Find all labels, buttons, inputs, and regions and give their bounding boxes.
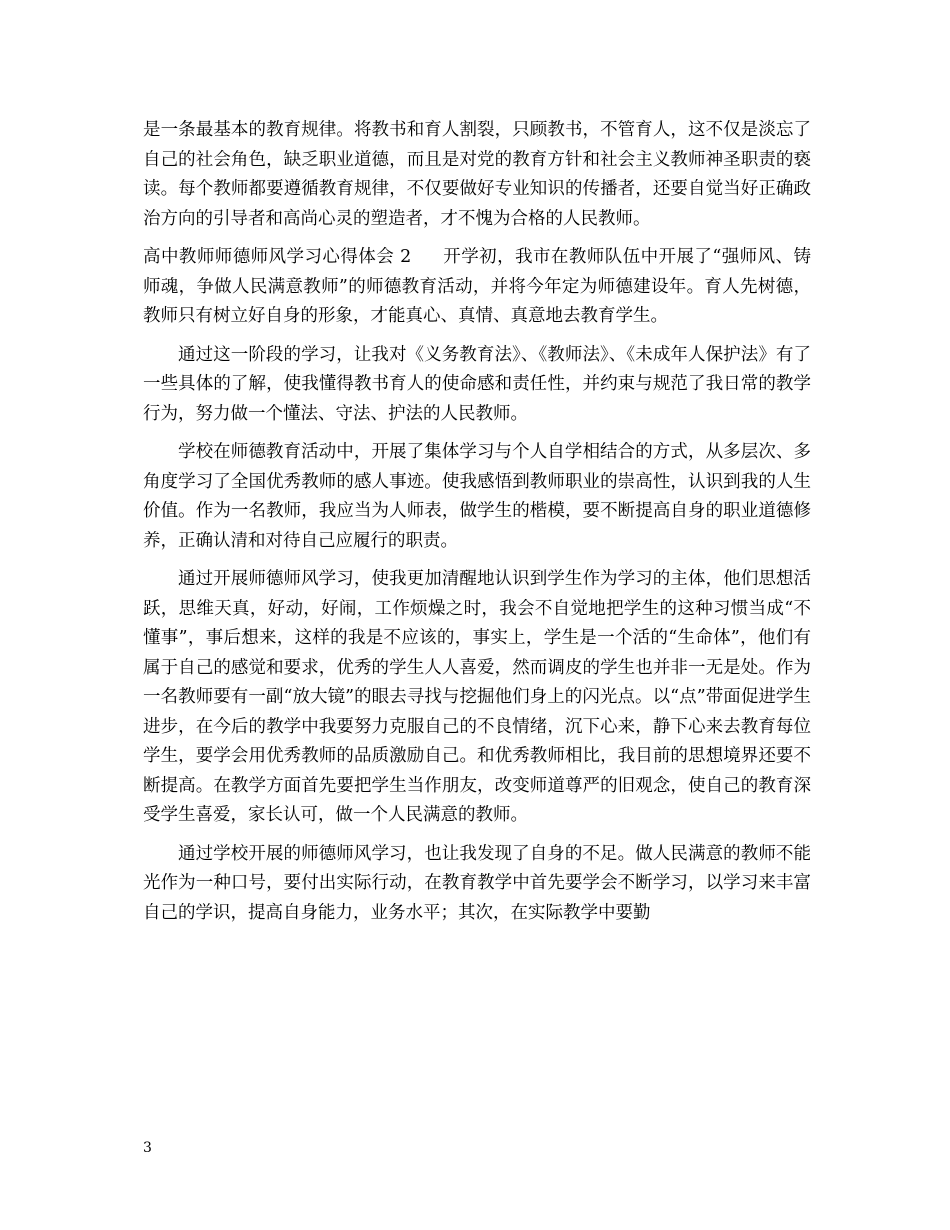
paragraph-student-view: 通过开展师德师风学习，使我更加清醒地认识到学生作为学习的主体，他们思想活跃，思维天真，好动，好闹，工作烦燥之时，我会不自觉地把学生的这种习惯当成“不懂事”，事后想来，这样的我是不应该的，事实上，学生是一个活的“生命体”，他们有属于自己的感觉和要求，优秀的学生人人喜爱，然而调皮的学生也并非一无是处。作为一名教师要有一副“放大镜”的眼去寻找与挖掘他们身上的闪光点。以“点”带面促进学生进步，在今后的教学中我要努力克服自己的不良情绪，沉下心来，静下心来去教育每位学生，要学会用优秀教师的品质激励自己。和优秀教师相比，我目前的思想境界还要不断提高。在教学方面首先要把学生当作朋友，改变师道尊严的旧观念，使自己的教育深受学生喜爱，家长认可，做一个人民满意的教师。: [143, 569, 811, 825]
paragraph-shortcomings: 通过学校开展的师德师风学习，也让我发现了自身的不足。做人民满意的教师不能光作为一种口号，要付出实际行动，在教育教学中首先要学会不断学习，以学习来丰富自己的学识，提高自身能力，业务水平；其次，在实际教学中要勤: [143, 843, 811, 923]
page-number: 3: [143, 1140, 152, 1156]
section-2-text: 开学初，我市在教师队伍中开展了“强师风、铸师魂，争做人民满意教师”的师德教育活动，并将今年定为师德建设年。育人先树德，教师只有树立好自身的形象，才能真心、真情、真意地去教育学生。: [143, 247, 811, 326]
paragraph-law-study: 通过这一阶段的学习，让我对《义务教育法》、《教师法》、《未成年人保护法》有了一些具体的了解，使我懂得教书育人的使命感和责任性，并约束与规范了我日常的教学行为，努力做一个懂法、守法、护法的人民教师。: [143, 344, 811, 424]
paragraph-section-2: [143, 243, 811, 332]
paragraph-continued: 是一条最基本的教育规律。将教书和育人割裂，只顾教书，不管育人，这不仅是淡忘了自己的社会角色，缺乏职业道德，而且是对党的教育方针和社会主义教师神圣职责的亵读。每个教师都要遵循教育规律，不仅要做好专业知识的传播者，还要自觉当好正确政治方向的引导者和高尚心灵的塑造者，才不愧为合格的人民教师。: [143, 120, 811, 229]
paragraph-school-activities: 学校在师德教育活动中，开展了集体学习与个人自学相结合的方式，从多层次、多角度学习了全国优秀教师的感人事迹。使我感悟到教师职业的崇高性，认识到我的人生价值。作为一名教师，我应当为人师表，做学生的楷模，要不断提高自身的职业道德修养，正确认清和对待自己应履行的职责。: [143, 442, 811, 551]
document-body: [143, 116, 811, 937]
section-title: 高中教师师德师风学习心得体会 2: [143, 247, 412, 267]
